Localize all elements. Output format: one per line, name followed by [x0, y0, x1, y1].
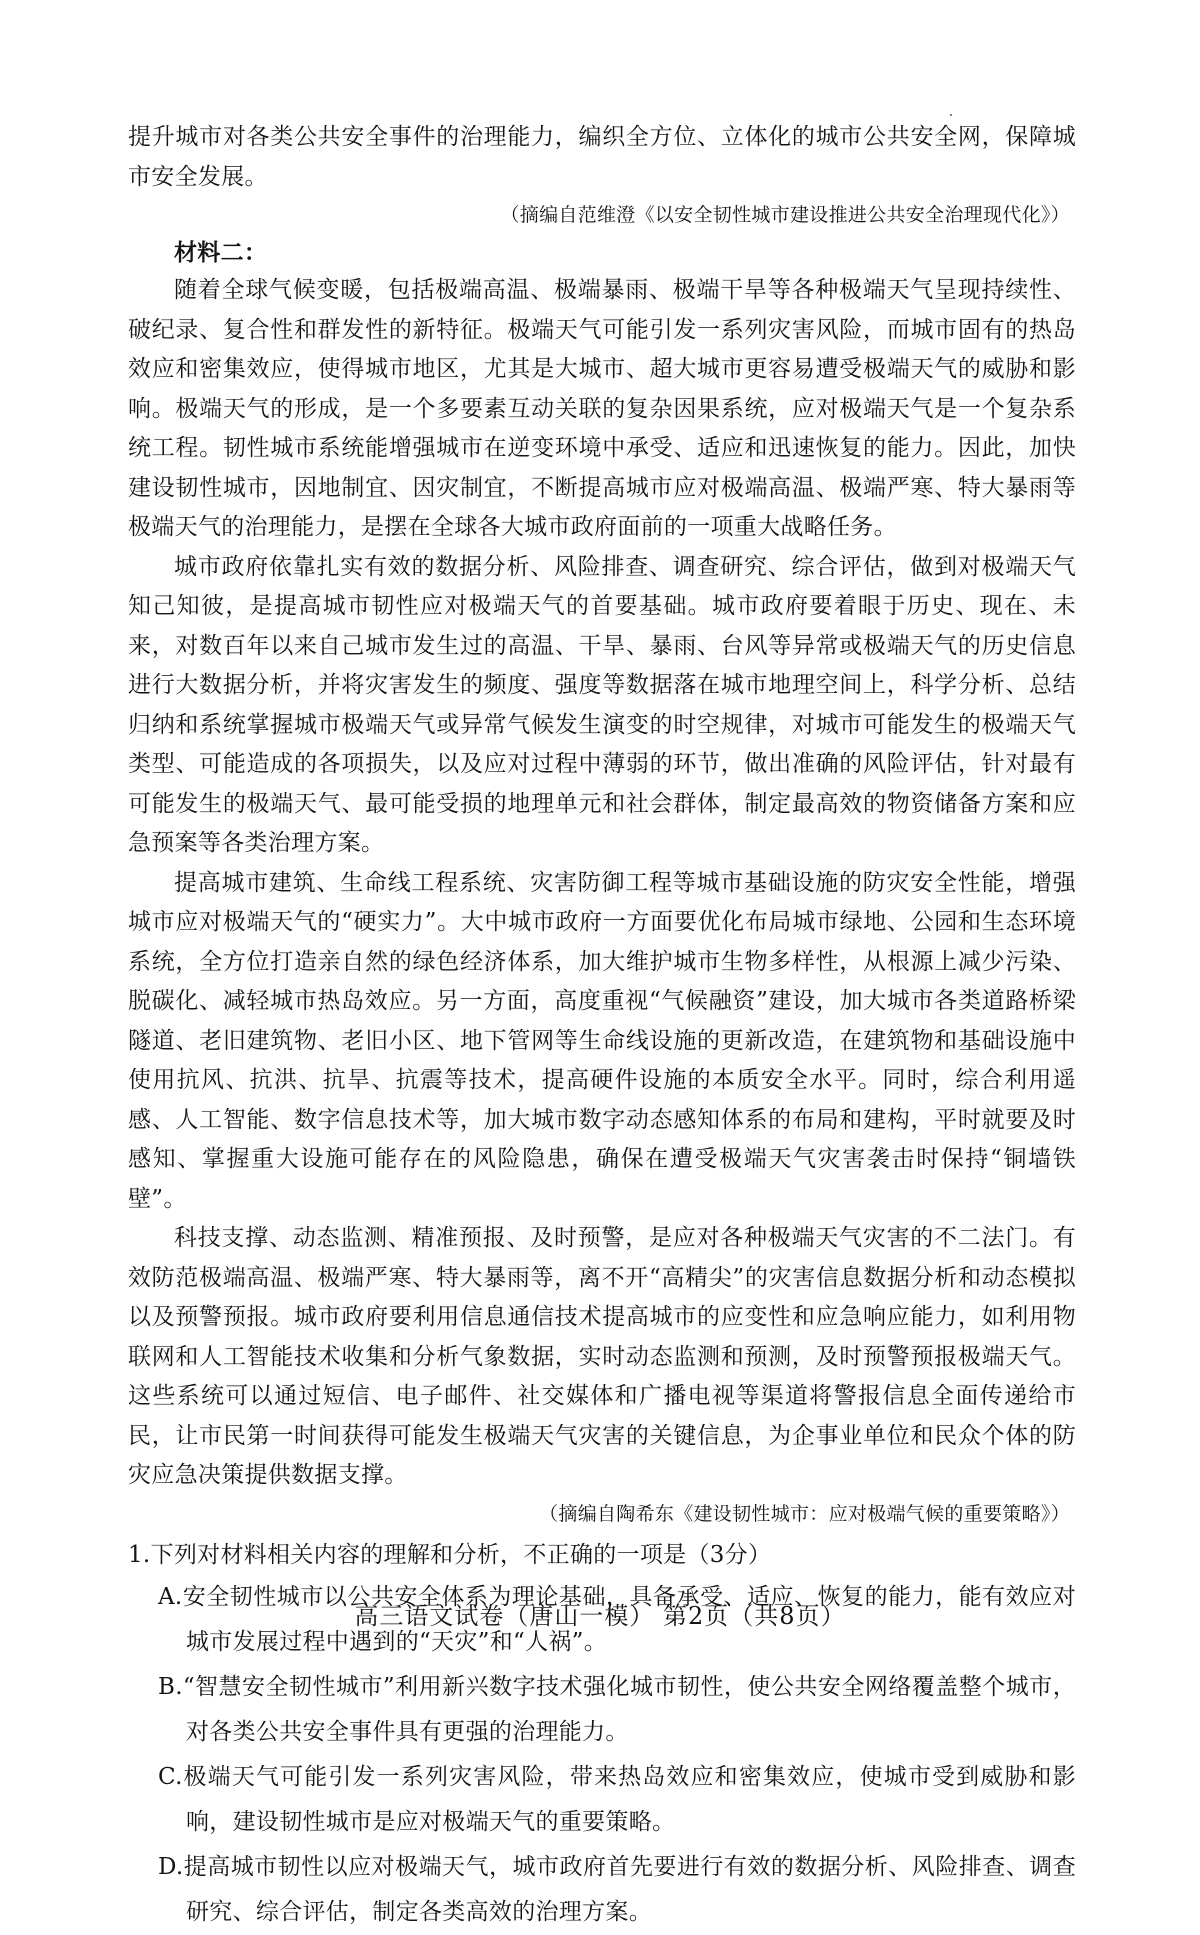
question-1-option-b: B.“智慧安全韧性城市”利用新兴数字技术强化城市韧性，使公共安全网络覆盖整个城市，对各类公共安全事件具有更强的治理能力。 [158, 1673, 1076, 1745]
scan-speck [950, 114, 952, 116]
material-2-heading: 材料二： [174, 239, 268, 266]
question-1-option-d: D.提高城市韧性以应对极端天气，城市政府首先要进行有效的数据分析、风险排查、调查研究、综合评估，制定各类高效的治理方案。 [158, 1853, 1076, 1925]
material-2-paragraph-1: 随着全球气候变暖，包括极端高温、极端暴雨、极端干旱等各种极端天气呈现持续性、破纪录、复合性和群发性的新特征。极端天气可能引发一系列灾害风险，而城市固有的热岛效应和密集效应，使得城市地区，尤其是大城市、超大城市更容易遭受极端天气的威胁和影响。极端天气的形成，是一个多要素互动关联的复杂因果系统，应对极端天气是一个复杂系统工程。韧性城市系统能增强城市在逆变环境中承受、适应和迅速恢复的能力。因此，加快建设韧性城市，因地制宜、因灾制宜，不断提高城市应对极端高温、极端严寒、特大暴雨等极端天气的治理能力，是摆在全球各大城市政府面前的一项重大战略任务。 [128, 277, 1076, 540]
material-2-paragraph-4: 科技支撑、动态监测、精准预报、及时预警，是应对各种极端天气灾害的不二法门。有效防范极端高温、极端严寒、特大暴雨等，离不开“高精尖”的灾害信息数据分析和动态模拟以及预警预报。城市政府要利用信息通信技术提高城市的应变性和应急响应能力，如利用物联网和人工智能技术收集和分析气象数据，实时动态监测和预测，及时预警预报极端天气。这些系统可以通过短信、电子邮件、社交媒体和广播电视等渠道将警报信息全面传递给市民，让市民第一时间获得可能发生极端天气灾害的关键信息，为企事业单位和民众个体的防灾应急决策提供数据支撑。 [128, 1225, 1076, 1488]
source-citation-1: （摘编自范维澄《以安全韧性城市建设推进公共安全治理现代化》） [500, 204, 1070, 226]
question-1-stem: 1.下列对材料相关内容的理解和分析，不正确的一项是（3分） [128, 1541, 772, 1568]
intro-paragraph: 提升城市对各类公共安全事件的治理能力，编织全方位、立体化的城市公共安全网，保障城市安全发展。 [128, 124, 1076, 190]
source-citation-2: （摘编自陶希东《建设韧性城市：应对极端气候的重要策略》） [539, 1502, 1070, 1525]
question-1-option-c: C.极端天气可能引发一系列灾害风险，带来热岛效应和密集效应，使城市受到威胁和影响，建设韧性城市是应对极端天气的重要策略。 [158, 1763, 1076, 1835]
material-2-paragraph-3: 提高城市建筑、生命线工程系统、灾害防御工程等城市基础设施的防灾安全性能，增强城市应对极端天气的“硬实力”。大中城市政府一方面要优化布局城市绿地、公园和生态环境系统，全方位打造亲自然的绿色经济体系，加大维护城市生物多样性，从根源上减少污染、脱碳化、减轻城市热岛效应。另一方面，高度重视“气候融资”建设，加大城市各类道路桥梁隧道、老旧建筑物、老旧小区、地下管网等生命线设施的更新改造，在建筑物和基础设施中使用抗风、抗洪、抗旱、抗震等技术，提高硬件设施的本质安全水平。同时，综合利用遥感、人工智能、数字信息技术等，加大城市数字动态感知体系的布局和建构，平时就要及时感知、掌握重大设施可能存在的风险隐患，确保在遭受极端天气灾害袭击时保持“铜墙铁壁”。 [128, 869, 1076, 1212]
question-1-option-a: A.安全韧性城市以公共安全体系为理论基础，具备承受、适应、恢复的能力，能有效应对城市发展过程中遇到的“天灾”和“人祸”。 [158, 1583, 1076, 1655]
material-2-paragraph-2: 城市政府依靠扎实有效的数据分析、风险排查、调查研究、综合评估，做到对极端天气知己知彼，是提高城市韧性应对极端天气的首要基础。城市政府要着眼于历史、现在、未来，对数百年以来自己城市发生过的高温、干旱、暴雨、台风等异常或极端天气的历史信息进行大数据分析，并将灾害发生的频度、强度等数据落在城市地理空间上，科学分析、总结归纳和系统掌握城市极端天气或异常气候发生演变的时空规律，对城市可能发生的极端天气类型、可能造成的各项损失，以及应对过程中薄弱的环节，做出准确的风险评估，针对最有可能发生的极端天气、最可能受损的地理单元和社会群体，制定最高效的物资储备方案和应急预案等各类治理方案。 [128, 553, 1076, 856]
exam-page-content [128, 118, 1076, 1935]
page-footer: 高三语文试卷（唐山一模） 第2页（共8页） [354, 1602, 846, 1630]
